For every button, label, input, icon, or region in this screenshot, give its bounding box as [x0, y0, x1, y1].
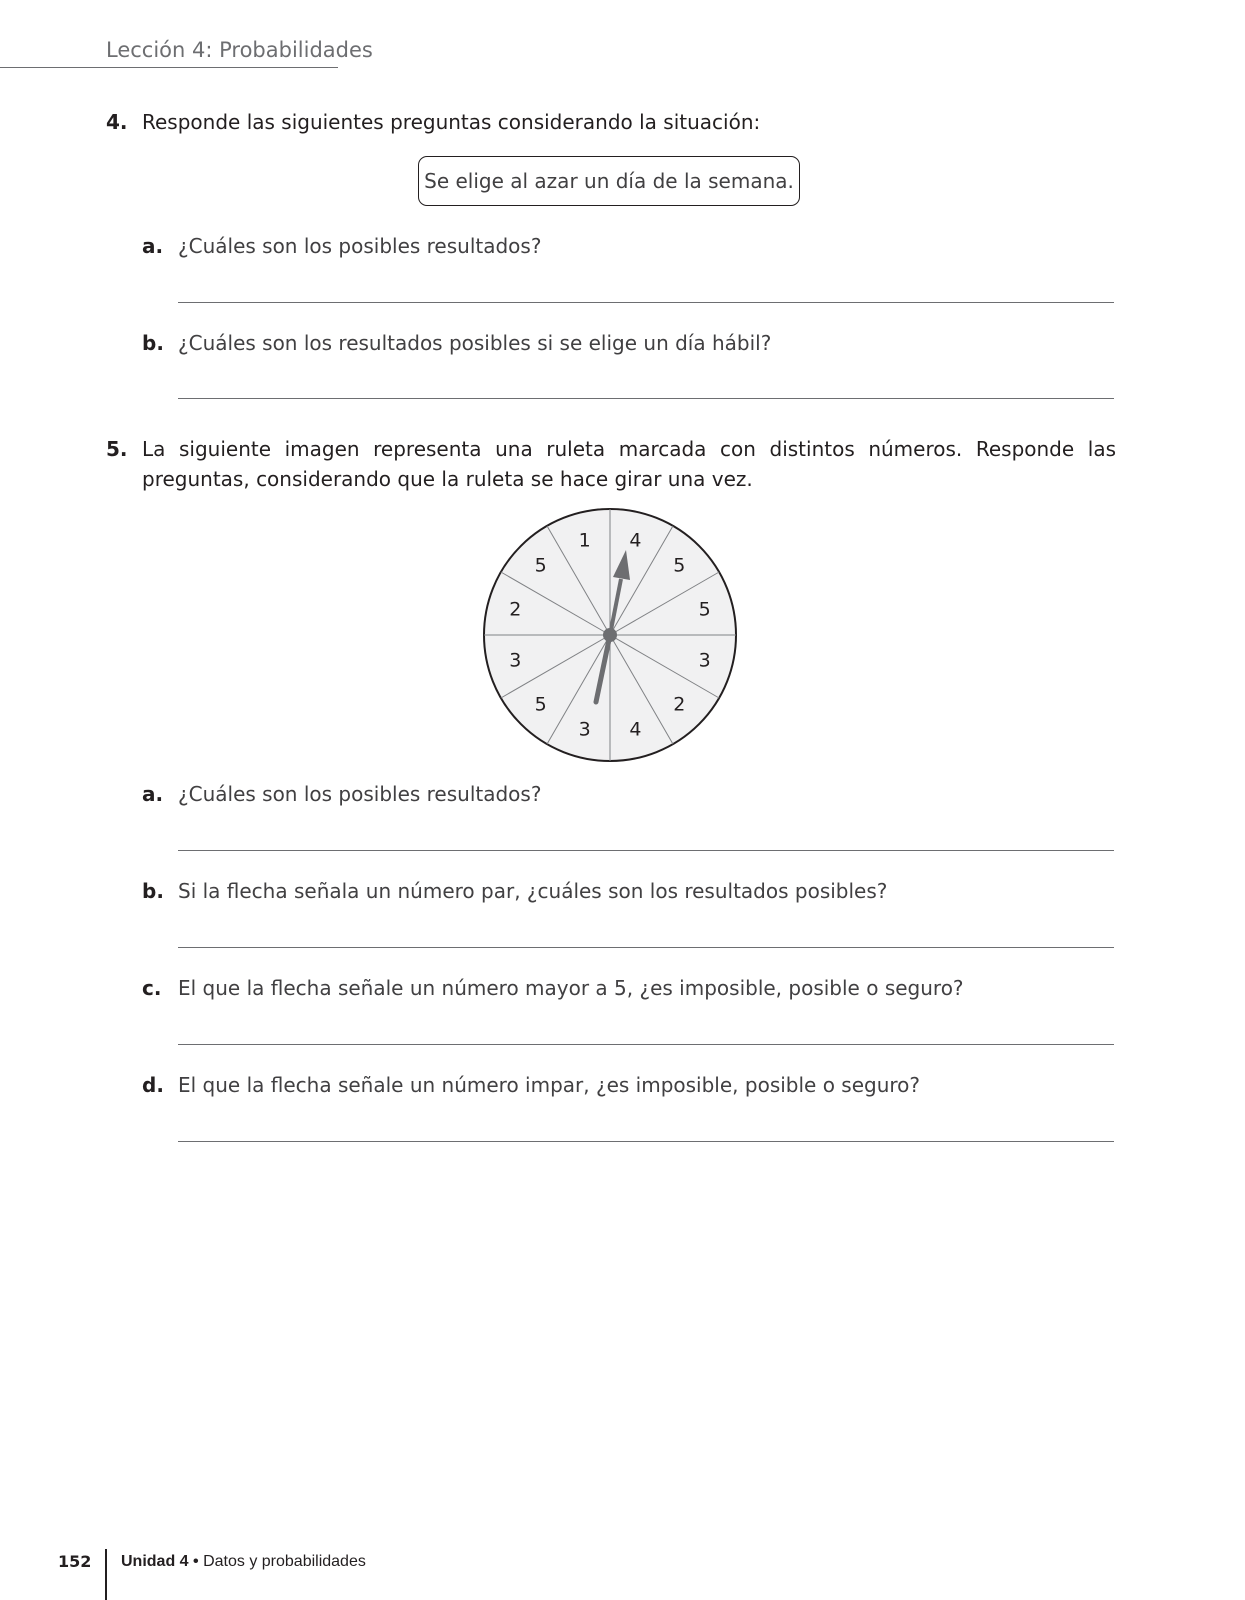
subquestion-letter: b.	[142, 331, 164, 355]
question-5	[106, 434, 1116, 494]
subquestion-text: El que la flecha señale un número mayor a 5, ¿es imposible, posible o seguro?	[178, 976, 964, 1000]
sector-label: 5	[673, 554, 686, 577]
subquestion-5c	[142, 974, 964, 1002]
subquestion-4b	[142, 329, 771, 357]
subquestion-letter: a.	[142, 782, 164, 806]
footer-divider	[105, 1549, 107, 1600]
sector-label: 1	[578, 529, 591, 552]
page-number: 152	[58, 1552, 92, 1571]
sector-label: 4	[629, 529, 642, 552]
subquestion-text: ¿Cuáles son los posibles resultados?	[178, 782, 542, 806]
sector-label: 4	[629, 718, 642, 741]
unit-label: Unidad 4	[121, 1553, 189, 1570]
sector-label: 3	[578, 718, 591, 741]
subquestion-5a	[142, 780, 541, 808]
sector-label: 5	[534, 693, 547, 716]
subquestion-5d	[142, 1071, 920, 1099]
subquestion-letter: c.	[142, 976, 162, 1000]
answer-line[interactable]	[178, 1044, 1114, 1045]
subquestion-4a	[142, 232, 541, 260]
answer-line[interactable]	[178, 302, 1114, 303]
unit-topic: Datos y probabilidades	[203, 1553, 366, 1570]
header-rule	[0, 67, 338, 68]
subquestion-text: ¿Cuáles son los posibles resultados?	[178, 234, 542, 258]
sector-label: 5	[534, 554, 547, 577]
question-text: Responde las siguientes preguntas considerando la situación:	[142, 110, 761, 134]
sector-label: 5	[698, 598, 711, 621]
question-number: 4.	[106, 110, 128, 134]
question-text: La siguiente imagen representa una ruleta marcada con distintos números. Responde las preguntas, considerando que la ruleta se hace girar una vez.	[142, 437, 1116, 491]
arrow-pivot	[603, 628, 617, 642]
subquestion-text: Si la flecha señala un número par, ¿cuáles son los resultados posibles?	[178, 879, 888, 903]
answer-line[interactable]	[178, 398, 1114, 399]
answer-line[interactable]	[178, 1141, 1114, 1142]
footer-unit	[121, 1553, 366, 1571]
subquestion-text: ¿Cuáles son los resultados posibles si se elige un día hábil?	[178, 331, 772, 355]
situation-box	[418, 156, 800, 206]
answer-line[interactable]	[178, 947, 1114, 948]
lesson-header: Lección 4: Probabilidades	[106, 38, 373, 62]
sector-label: 2	[673, 693, 686, 716]
sector-label: 3	[509, 649, 522, 672]
question-number: 5.	[106, 437, 128, 461]
subquestion-letter: b.	[142, 879, 164, 903]
subquestion-letter: a.	[142, 234, 164, 258]
unit-separator: •	[193, 1553, 199, 1570]
roulette-wheel	[480, 505, 740, 765]
subquestion-letter: d.	[142, 1073, 164, 1097]
answer-line[interactable]	[178, 850, 1114, 851]
subquestion-text: El que la flecha señale un número impar, ¿es imposible, posible o seguro?	[178, 1073, 921, 1097]
subquestion-5b	[142, 877, 887, 905]
sector-label: 3	[698, 649, 711, 672]
sector-label: 2	[509, 598, 522, 621]
situation-text: Se elige al azar un día de la semana.	[424, 169, 794, 193]
